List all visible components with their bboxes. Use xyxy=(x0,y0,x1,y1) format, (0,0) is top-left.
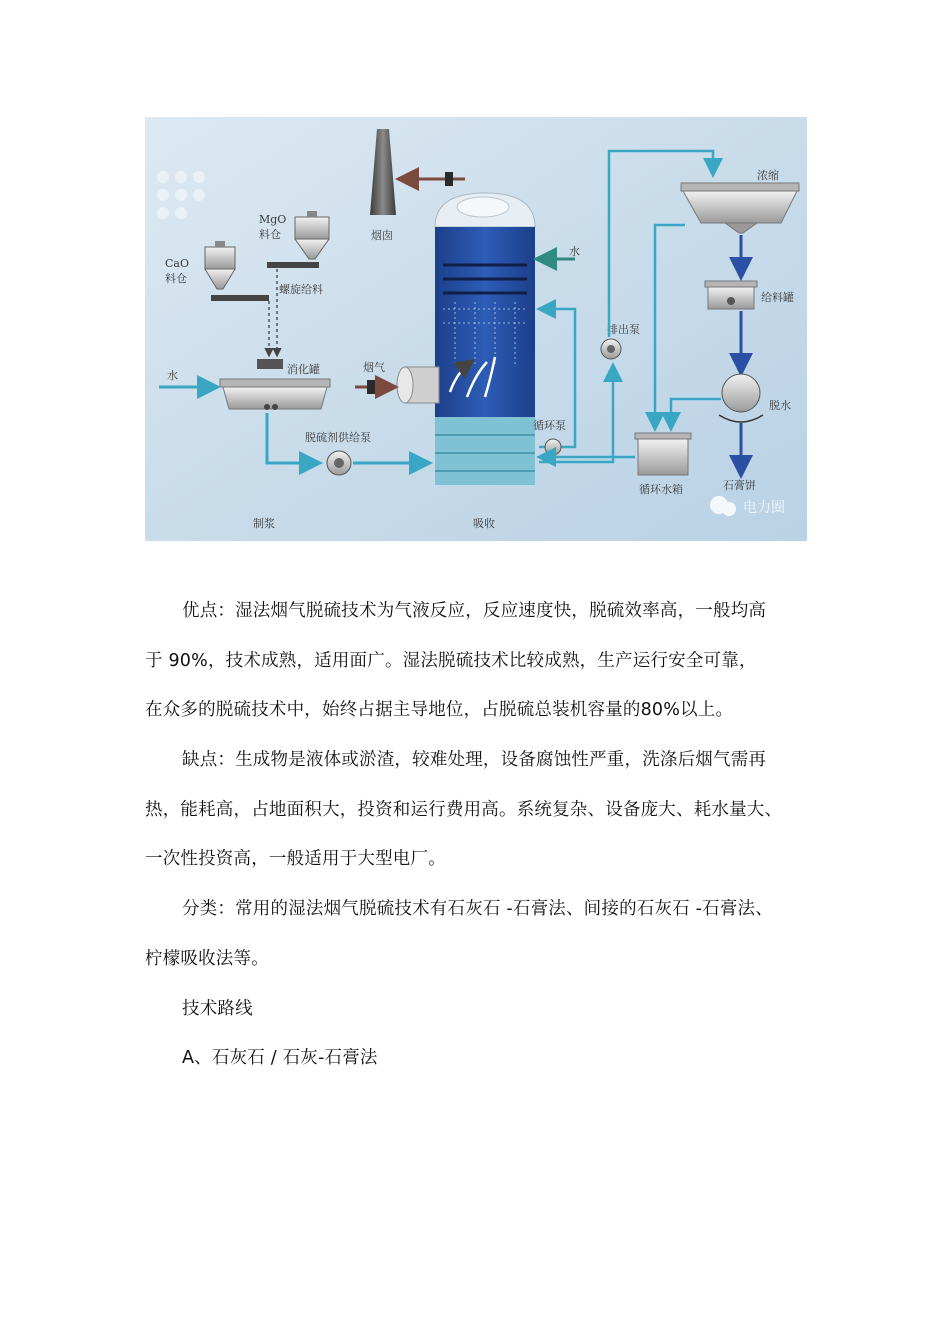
discharge-pump-label: 排出泵 xyxy=(607,323,640,336)
discharge-pump xyxy=(601,339,621,359)
circulation-pump-label: 循环泵 xyxy=(533,419,566,432)
inlet-damper-icon xyxy=(367,380,375,394)
circulation-pump xyxy=(545,439,561,455)
mgo-label-line2: 料仓 xyxy=(259,228,281,241)
heading-technical-route xyxy=(145,985,807,1035)
paragraph-classification xyxy=(145,885,807,984)
slurry-prep-label: 制浆 xyxy=(253,517,275,530)
water-left-label: 水 xyxy=(167,369,178,382)
disadvantages-line-1: 缺点：生成物是液体或淤渣，较难处理，设备腐蚀性严重，洗涤后烟气需再 xyxy=(182,750,767,770)
technical-route-text: 技术路线 xyxy=(182,999,253,1019)
flue-gas-inlet xyxy=(397,367,439,403)
advantages-line-3: 在众多的脱硫技术中，始终占据主导地位，占脱硫总装机容量的80%以上。 xyxy=(145,700,734,720)
circulation-tank xyxy=(635,433,691,475)
dewatering-label: 脱水 xyxy=(769,399,791,412)
water-right-label: 水 xyxy=(569,245,580,258)
advantages-line-1: 优点：湿法烟气脱硫技术为气液反应，反应速度快，脱硫效率高，一般均高 xyxy=(182,601,767,621)
limestone-gypsum-text: A、石灰石 / 石灰-石膏法 xyxy=(182,1048,378,1068)
mgo-screw-feeder xyxy=(267,262,319,268)
disadvantages-line-3: 一次性投资高，一般适用于大型电厂。 xyxy=(145,849,446,869)
classification-line-2: 柠檬吸收法等。 xyxy=(145,948,269,969)
feed-tank xyxy=(705,281,757,309)
feed-tank-label: 给料罐 xyxy=(761,291,794,304)
thickener-label: 浓缩 xyxy=(757,169,779,182)
mgo-label-line1: MgO xyxy=(259,213,287,226)
heading-limestone-gypsum xyxy=(145,1034,807,1084)
classification-line-1: 分类：常用的湿法烟气脱硫技术有石灰石 -石膏法、间接的石灰石 -石膏法、 xyxy=(182,899,773,919)
watermark-text: 电力圈 xyxy=(743,500,785,516)
cao-screw-feeder xyxy=(211,295,269,301)
absorption-label: 吸收 xyxy=(473,517,495,530)
absorber-tower xyxy=(435,193,535,485)
cao-label-line1: CaO xyxy=(165,257,189,270)
flue-gas-desulfurization-diagram xyxy=(145,117,807,541)
disadvantages-line-2: 热，能耗高，占地面积大，投资和运行费用高。系统复杂、设备庞大、耗水量大、 xyxy=(145,799,783,820)
cao-label-line2: 料仓 xyxy=(165,272,187,285)
paragraph-advantages xyxy=(145,587,807,736)
desulfurizer-pump xyxy=(327,451,351,475)
gypsum-label: 石膏饼 xyxy=(723,479,756,492)
paragraph-disadvantages xyxy=(145,736,807,885)
advantages-line-2: 于 90%，技术成熟，适用面广。湿法脱硫技术比较成熟，生产运行安全可靠， xyxy=(145,650,757,671)
screw-feeder-label: 螺旋给料 xyxy=(279,283,323,296)
flue-gas-label: 烟气 xyxy=(363,361,385,374)
circulation-tank-label: 循环水箱 xyxy=(639,483,683,496)
chimney-label: 烟囱 xyxy=(371,229,393,242)
slaker-label: 消化罐 xyxy=(287,363,320,376)
damper-icon xyxy=(445,172,453,186)
desulfurizer-pump-label: 脱硫剂供给泵 xyxy=(305,431,371,444)
